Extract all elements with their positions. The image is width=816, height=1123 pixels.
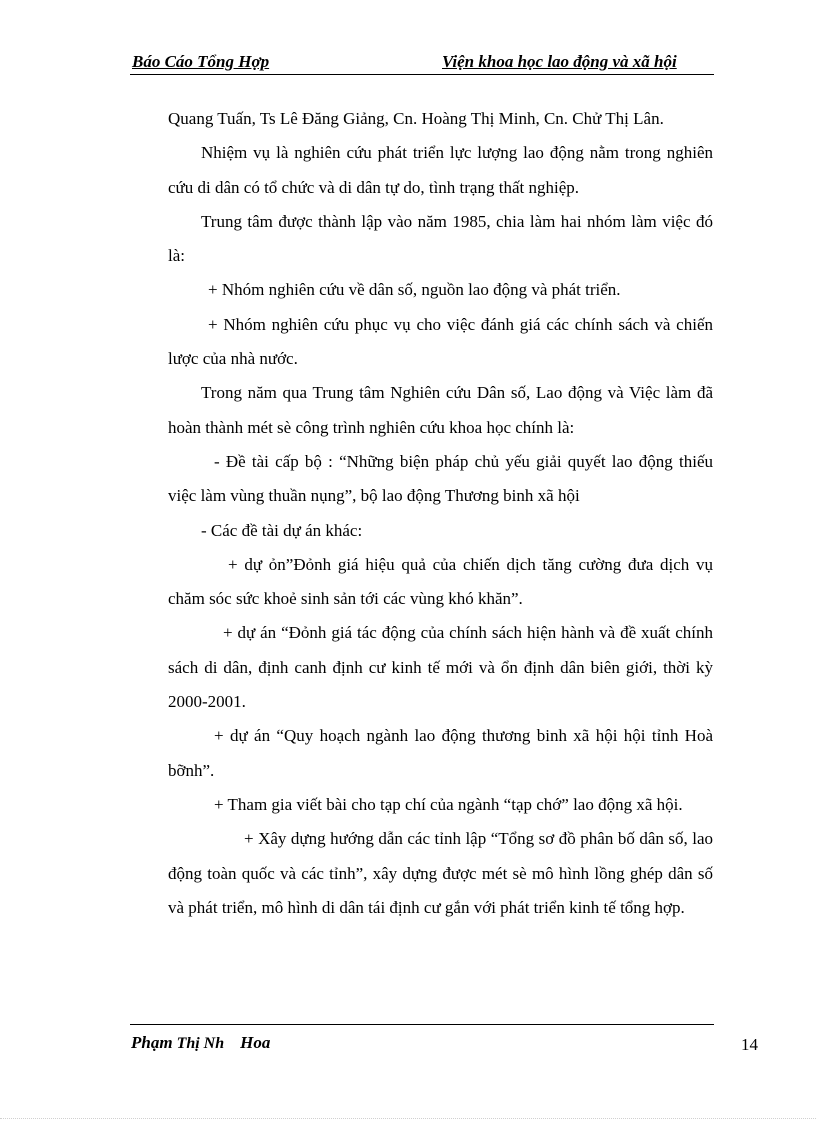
list-item-journal: + Tham gia viết bài cho tạp chí của ngành “tạp chớ” lao động xã hội. (214, 794, 683, 814)
header-institute-name: Viện khoa học lao động và xã hội (442, 52, 677, 71)
list-item-project-migration: + dự án “Đỏnh giá tác động của chính sách hiện hành và đề xuất chính sách di dân, định canh định cư kinh tế mới và ổn định dân biên giới, thời kỳ 2000-2001. (168, 623, 713, 712)
page-header (130, 52, 714, 75)
paragraph-achievements: Trong năm qua Trung tâm Nghiên cứu Dân số, Lao động và Việc làm đã hoàn thành mét sè công trình nghiên cứu khoa học chính là: (168, 383, 713, 437)
list-item-group-2: + Nhóm nghiên cứu phục vụ cho việc đánh giá các chính sách và chiến lược của nhà nước. (168, 314, 713, 369)
footer-author-part1: Phạm (131, 1033, 173, 1052)
list-item-ministry-project: - Đề tài cấp bộ : “Những biện pháp chủ yếu giải quyết lao động thiếu việc làm vùng thuần nụng”, bộ lao động Thương binh xã hội (168, 451, 713, 506)
list-item-other-projects: - Các đề tài dự án khác: (201, 520, 363, 540)
footer-author (131, 1033, 270, 1053)
page-number: 14 (741, 1035, 758, 1054)
list-item-group-1: + Nhóm nghiên cứu về dân số, nguồn lao động và phát triển. (208, 280, 621, 300)
footer-divider (130, 1024, 714, 1025)
header-report-title: Báo Cáo Tổng Hợp (132, 52, 270, 71)
list-item-project-planning: + dự án “Quy hoạch ngành lao động thương binh xã hội hội tỉnh Hoà bỡnh”. (168, 726, 713, 780)
list-item-project-health: + dự ỏn”Đỏnh giá hiệu quả của chiến dịch tăng cường đưa dịch vụ chăm sóc sức khoẻ sinh sản tới các vùng khó khăn”. (168, 554, 713, 609)
paragraph-authors: Quang Tuấn, Ts Lê Đăng Giảng, Cn. Hoàng Thị Minh, Cn. Chử Thị Lân. (168, 109, 664, 128)
document-body (168, 102, 713, 925)
paragraph-mission: Nhiệm vụ là nghiên cứu phát triển lực lượng lao động nằm trong nghiên cứu di dân có tổ chức và di dân tự do, tình trạng thất nghiệp. (168, 143, 713, 197)
list-item-guidance: + Xây dựng hướng dẫn các tỉnh lập “Tổng sơ đồ phân bố dân số, lao động toàn quốc và các tỉnh”, xây dựng được mét sè mô hình lồng ghép dân số và phát triển, mô hình di dân tái định cư gắn với phát triển kinh tế tổng hợp. (168, 829, 713, 917)
paragraph-founding: Trung tâm được thành lập vào năm 1985, chia làm hai nhóm làm việc đó là: (168, 211, 713, 266)
page-bottom-border (0, 1118, 816, 1119)
footer-author-part2: Thị Nh (176, 1035, 225, 1052)
footer-author-part3: Hoa (240, 1033, 271, 1052)
